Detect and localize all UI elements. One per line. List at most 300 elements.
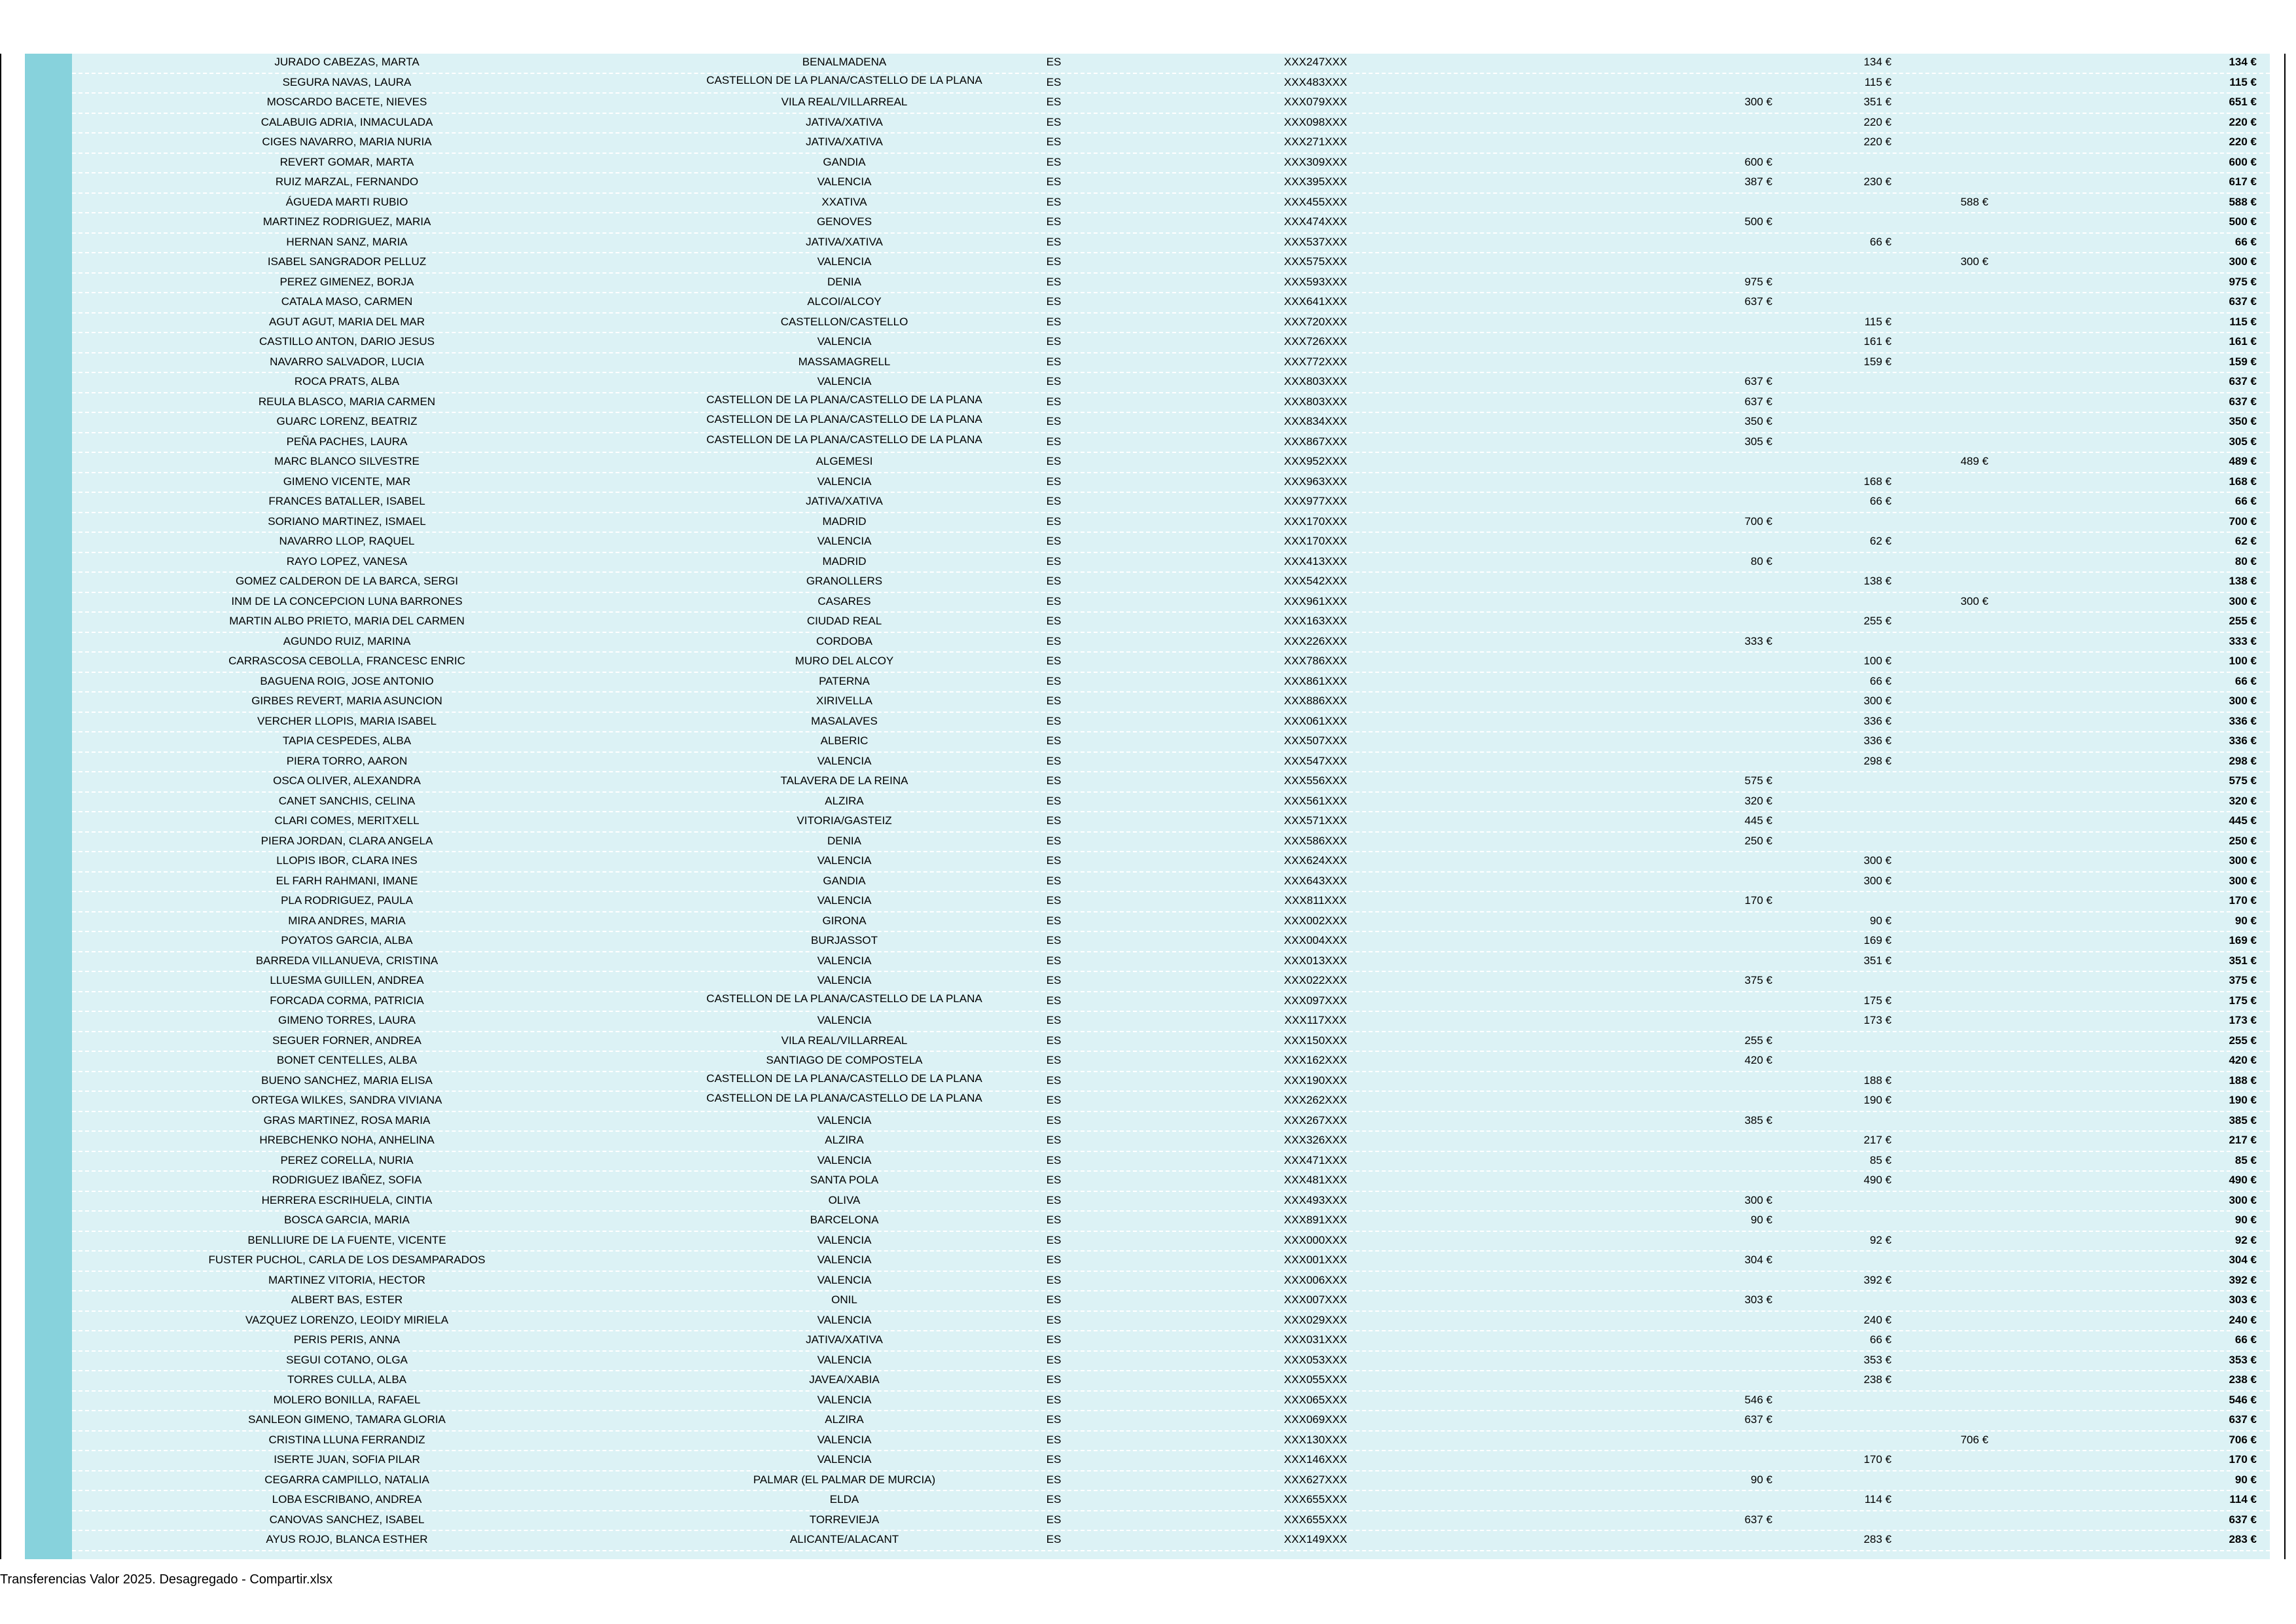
cell-name: NAVARRO SALVADOR, LUCIA — [270, 355, 424, 368]
cell-name: MARTIN ALBO PRIETO, MARIA DEL CARMEN — [229, 615, 465, 627]
cell-total: 159 € — [2229, 355, 2257, 368]
cell-amount-3 — [1892, 1152, 1988, 1170]
cell-amount-1: 385 € — [1744, 1113, 1772, 1127]
cell-amount-3 — [1892, 74, 1988, 92]
cell-amount-3 — [1892, 413, 1988, 431]
cell-name: OSCA OLIVER, ALEXANDRA — [273, 774, 421, 787]
cell-city: ALZIRA — [825, 794, 864, 807]
cell-country: ES — [1046, 535, 1062, 547]
cell-country: ES — [1046, 1014, 1062, 1026]
cell-account: XXX556XXX — [1283, 774, 1348, 787]
cell-amount-1: 637 € — [1744, 1513, 1772, 1526]
cell-name: GIRBES REVERT, MARIA ASUNCION — [251, 695, 442, 707]
cell-account: XXX586XXX — [1283, 834, 1348, 847]
cell-account: XXX481XXX — [1283, 1174, 1348, 1186]
cell-country: ES — [1046, 455, 1062, 467]
table-row — [72, 693, 2270, 713]
cell-country: ES — [1046, 615, 1062, 627]
cell-amount-3 — [1892, 134, 1988, 152]
cell-amount-2: 134 € — [1863, 56, 1892, 68]
cell-city: MURO DEL ALCOY — [795, 655, 894, 667]
cell-name: CRISTINA LLUNA FERRANDIZ — [268, 1433, 425, 1446]
cell-account: XXX055XXX — [1283, 1373, 1348, 1386]
cell-amount-1: 305 € — [1744, 435, 1772, 448]
cell-amount-2: 168 € — [1863, 475, 1892, 488]
cell-name: REVERT GOMAR, MARTA — [279, 155, 414, 168]
cell-city: VALENCIA — [817, 1353, 872, 1366]
cell-total: 336 € — [2229, 714, 2257, 727]
table-row — [72, 772, 2270, 793]
cell-account: XXX867XXX — [1283, 435, 1348, 448]
cell-account: XXX031XXX — [1283, 1333, 1348, 1346]
cell-name: ALBERT BAS, ESTER — [291, 1293, 403, 1306]
cell-amount-2 — [1774, 393, 1892, 412]
cell-amount-2 — [1774, 1471, 1892, 1490]
cell-name: LLUESMA GUILLEN, ANDREA — [270, 974, 424, 986]
cell-name: PEREZ GIMENEZ, BORJA — [279, 275, 414, 288]
cell-city: CASTELLON DE LA PLANA/CASTELLO DE LA PLANA — [706, 1072, 982, 1085]
cell-amount-1 — [1610, 493, 1772, 511]
cell-amount-2: 336 € — [1863, 714, 1892, 727]
cell-amount-3 — [1892, 293, 1988, 312]
cell-amount-2: 138 € — [1863, 575, 1892, 587]
cell-amount-1 — [1610, 1172, 1772, 1190]
cell-city: DENIA — [827, 275, 861, 288]
cell-account: XXX561XXX — [1283, 794, 1348, 807]
cell-total: 114 € — [2229, 1493, 2257, 1506]
cell-name: CLARI COMES, MERITXELL — [274, 814, 420, 827]
cell-country: ES — [1046, 594, 1062, 607]
cell-amount-1: 375 € — [1744, 974, 1772, 986]
table-row — [72, 1352, 2270, 1372]
table-row — [72, 1451, 2270, 1471]
cell-amount-1 — [1610, 1451, 1772, 1470]
cell-amount-2 — [1774, 772, 1892, 791]
cell-amount-2: 115 € — [1864, 315, 1892, 328]
cell-amount-3 — [1892, 1272, 1988, 1290]
cell-name: BUENO SANCHEZ, MARIA ELISA — [261, 1074, 433, 1087]
cell-city: SANTA POLA — [810, 1174, 879, 1186]
cell-name: BARREDA VILLANUEVA, CRISTINA — [255, 954, 439, 967]
cell-country: ES — [1046, 1313, 1062, 1326]
cell-account: XXX772XXX — [1283, 355, 1348, 368]
cell-amount-1 — [1610, 593, 1772, 611]
cell-country: ES — [1046, 934, 1062, 947]
cell-amount-1: 637 € — [1744, 1413, 1772, 1426]
cell-country: ES — [1046, 1373, 1062, 1386]
cell-city: VALENCIA — [817, 335, 872, 348]
cell-city: MADRID — [822, 514, 867, 528]
cell-account: XXX547XXX — [1283, 754, 1348, 767]
cell-amount-1 — [1610, 234, 1772, 252]
cell-amount-3: 588 € — [1960, 195, 1988, 208]
table-row — [72, 1511, 2270, 1532]
table-row — [72, 1012, 2270, 1032]
cell-country: ES — [1046, 714, 1062, 727]
cell-amount-1: 445 € — [1744, 814, 1772, 827]
cell-account: XXX006XXX — [1283, 1273, 1348, 1286]
cell-amount-3 — [1892, 1451, 1988, 1470]
cell-amount-2: 90 € — [1869, 914, 1892, 927]
cell-amount-3 — [1892, 1291, 1988, 1310]
cell-amount-1 — [1610, 333, 1772, 352]
cell-country: ES — [1046, 874, 1062, 887]
cell-amount-3 — [1892, 314, 1988, 332]
cell-amount-3 — [1892, 1092, 1988, 1110]
cell-account: XXX326XXX — [1283, 1134, 1348, 1146]
cell-city: VALENCIA — [817, 1453, 872, 1466]
cell-name: MARTINEZ VITORIA, HECTOR — [268, 1273, 425, 1286]
cell-country: ES — [1046, 1353, 1062, 1366]
cell-amount-3 — [1892, 473, 1988, 492]
cell-city: GANDIA — [823, 155, 866, 168]
cell-total: 392 € — [2229, 1273, 2257, 1286]
cell-amount-3 — [1892, 1052, 1988, 1070]
cell-amount-2: 392 € — [1863, 1273, 1892, 1286]
cell-amount-3 — [1892, 833, 1988, 851]
cell-name: ROCA PRATS, ALBA — [294, 375, 400, 388]
cell-country: ES — [1046, 834, 1062, 847]
cell-name: FORCADA CORMA, PATRICIA — [270, 994, 424, 1007]
cell-total: 303 € — [2229, 1293, 2257, 1306]
cell-amount-3 — [1892, 54, 1988, 72]
table-row — [72, 1432, 2270, 1452]
cell-total: 546 € — [2229, 1393, 2257, 1406]
table-row — [72, 1371, 2270, 1392]
cell-total: 238 € — [2229, 1373, 2257, 1386]
cell-total: 173 € — [2229, 1014, 2257, 1026]
cell-total: 490 € — [2229, 1174, 2257, 1186]
cell-total: 350 € — [2229, 415, 2257, 427]
cell-country: ES — [1046, 375, 1062, 388]
cell-total: 115 € — [2229, 75, 2257, 88]
cell-city: ONIL — [831, 1293, 857, 1306]
cell-city: ALCOI/ALCOY — [807, 295, 882, 308]
cell-total: 168 € — [2229, 475, 2257, 488]
cell-city: TALAVERA DE LA REINA — [780, 774, 908, 787]
table-row — [72, 613, 2270, 633]
cell-account: XXX053XXX — [1283, 1353, 1348, 1366]
cell-name: BAGUENA ROIG, JOSE ANTONIO — [260, 674, 434, 687]
cell-amount-3 — [1892, 553, 1988, 571]
cell-country: ES — [1046, 275, 1062, 288]
cell-amount-3 — [1892, 1212, 1988, 1230]
cell-name: ÁGUEDA MARTI RUBIO — [285, 195, 408, 208]
cell-country: ES — [1046, 1493, 1062, 1506]
cell-amount-3 — [1892, 114, 1988, 132]
cell-city: XXATIVA — [821, 195, 867, 208]
cell-name: ORTEGA WILKES, SANDRA VIVIANA — [251, 1094, 442, 1106]
cell-city: VALENCIA — [817, 175, 872, 188]
cell-amount-2 — [1774, 593, 1892, 611]
cell-amount-2 — [1774, 812, 1892, 831]
cell-total: 637 € — [2229, 1413, 2257, 1426]
table-row — [72, 94, 2270, 114]
cell-account: XXX786XXX — [1283, 655, 1348, 667]
cell-amount-2: 188 € — [1863, 1074, 1892, 1087]
cell-total: 66 € — [2234, 674, 2257, 687]
cell-amount-3 — [1892, 94, 1988, 112]
cell-amount-2: 300 € — [1863, 695, 1892, 707]
table-row — [72, 74, 2270, 94]
cell-country: ES — [1046, 794, 1062, 807]
table-row — [72, 1392, 2270, 1412]
cell-country: ES — [1046, 1513, 1062, 1526]
cell-amount-3: 300 € — [1960, 594, 1988, 607]
cell-city: GIRONA — [822, 914, 867, 927]
cell-amount-2: 283 € — [1863, 1533, 1892, 1545]
table-row — [72, 314, 2270, 334]
cell-account: XXX643XXX — [1283, 874, 1348, 887]
cell-total: 336 € — [2229, 734, 2257, 747]
cell-amount-3 — [1892, 852, 1988, 871]
cell-total: 188 € — [2229, 1074, 2257, 1087]
table-row — [72, 253, 2270, 274]
cell-country: ES — [1046, 395, 1062, 408]
cell-account: XXX150XXX — [1283, 1034, 1348, 1047]
cell-amount-1 — [1610, 1072, 1772, 1091]
cell-amount-2 — [1774, 194, 1892, 212]
cell-amount-2 — [1774, 274, 1892, 292]
cell-amount-1 — [1610, 653, 1772, 671]
cell-account: XXX170XXX — [1283, 535, 1348, 547]
cell-country: ES — [1046, 1094, 1062, 1106]
cell-name: BOSCA GARCIA, MARIA — [284, 1214, 410, 1226]
cell-amount-2 — [1774, 1392, 1892, 1410]
cell-country: ES — [1046, 1034, 1062, 1047]
cell-amount-1: 300 € — [1744, 96, 1772, 108]
cell-amount-3 — [1892, 393, 1988, 412]
cell-country: ES — [1046, 1413, 1062, 1426]
data-table — [72, 54, 2270, 1559]
cell-total: 375 € — [2229, 974, 2257, 986]
cell-account: XXX061XXX — [1283, 714, 1348, 727]
cell-city: ALBERIC — [820, 734, 869, 747]
spreadsheet-page — [0, 54, 2296, 1559]
cell-country: ES — [1046, 1054, 1062, 1066]
cell-amount-1 — [1610, 1152, 1772, 1170]
cell-amount-3 — [1892, 1511, 1988, 1530]
cell-amount-3 — [1892, 154, 1988, 172]
cell-amount-3 — [1892, 573, 1988, 591]
cell-account: XXX493XXX — [1283, 1193, 1348, 1206]
cell-amount-2: 220 € — [1863, 135, 1892, 148]
cell-city: VALENCIA — [817, 1233, 872, 1246]
cell-amount-2 — [1774, 833, 1892, 851]
cell-amount-1 — [1610, 912, 1772, 931]
cell-amount-1 — [1610, 732, 1772, 751]
cell-account: XXX571XXX — [1283, 814, 1348, 827]
cell-amount-2 — [1774, 1291, 1892, 1310]
cell-total: 217 € — [2229, 1134, 2257, 1146]
table-row — [72, 833, 2270, 853]
cell-amount-3 — [1892, 952, 1988, 971]
cell-amount-3 — [1892, 1112, 1988, 1130]
cell-account: XXX146XXX — [1283, 1453, 1348, 1466]
cell-amount-3 — [1892, 873, 1988, 891]
cell-amount-3 — [1892, 693, 1988, 711]
cell-country: ES — [1046, 355, 1062, 368]
cell-amount-2 — [1774, 633, 1892, 651]
cell-account: XXX130XXX — [1283, 1433, 1348, 1446]
cell-country: ES — [1046, 96, 1062, 108]
cell-city: VALENCIA — [817, 974, 872, 986]
cell-total: 138 € — [2229, 575, 2257, 587]
table-row — [72, 234, 2270, 254]
cell-country: ES — [1046, 335, 1062, 348]
cell-city: MASALAVES — [811, 714, 878, 727]
cell-total: 651 € — [2229, 96, 2257, 108]
cell-amount-3 — [1892, 1132, 1988, 1150]
cell-city: CORDOBA — [816, 634, 872, 647]
cell-account: XXX097XXX — [1283, 994, 1348, 1007]
cell-name: CANET SANCHIS, CELINA — [278, 794, 416, 807]
cell-amount-3 — [1892, 533, 1988, 551]
cell-amount-1 — [1610, 194, 1772, 212]
cell-country: ES — [1046, 1273, 1062, 1286]
table-row — [72, 952, 2270, 973]
table-row — [72, 1411, 2270, 1432]
cell-amount-1: 575 € — [1744, 774, 1772, 787]
cell-country: ES — [1046, 215, 1062, 228]
cell-country: ES — [1046, 75, 1062, 88]
cell-name: CANOVAS SANCHEZ, ISABEL — [269, 1513, 425, 1526]
table-row — [72, 513, 2270, 533]
cell-account: XXX395XXX — [1283, 175, 1348, 188]
cell-total: 80 € — [2234, 554, 2257, 568]
cell-amount-3 — [1892, 673, 1988, 691]
cell-amount-2 — [1774, 513, 1892, 532]
cell-amount-1: 637 € — [1744, 375, 1772, 388]
table-row — [72, 293, 2270, 314]
table-row — [72, 1112, 2270, 1132]
cell-name: LOBA ESCRIBANO, ANDREA — [272, 1493, 422, 1506]
cell-total: 300 € — [2229, 874, 2257, 887]
cell-city: GANDIA — [823, 874, 866, 887]
cell-amount-3 — [1892, 1411, 1988, 1430]
cell-amount-2: 490 € — [1863, 1174, 1892, 1186]
cell-city: JATIVA/XATIVA — [806, 1333, 883, 1346]
cell-account: XXX190XXX — [1283, 1074, 1348, 1087]
cell-amount-2: 66 € — [1869, 674, 1892, 687]
cell-city: CASTELLON DE LA PLANA/CASTELLO DE LA PLANA — [706, 73, 982, 86]
cell-account: XXX861XXX — [1283, 674, 1348, 687]
table-row — [72, 54, 2270, 74]
cell-amount-2: 161 € — [1863, 335, 1892, 348]
cell-country: ES — [1046, 734, 1062, 747]
cell-amount-3 — [1892, 513, 1988, 532]
cell-city: VALENCIA — [817, 1313, 872, 1326]
cell-city: VALENCIA — [817, 375, 872, 388]
cell-name: EL FARH RAHMANI, IMANE — [276, 874, 418, 887]
table-row — [72, 812, 2270, 833]
cell-city: VALENCIA — [817, 854, 872, 867]
cell-name: FUSTER PUCHOL, CARLA DE LOS DESAMPARADOS — [208, 1254, 486, 1266]
cell-account: XXX117XXX — [1284, 1014, 1347, 1026]
cell-total: 333 € — [2229, 634, 2257, 647]
cell-amount-1 — [1610, 134, 1772, 152]
cell-total: 300 € — [2229, 1193, 2257, 1206]
cell-amount-2 — [1774, 1511, 1892, 1530]
table-row — [72, 114, 2270, 134]
cell-name: SORIANO MARTINEZ, ISMAEL — [268, 514, 426, 528]
cell-city: CASTELLON DE LA PLANA/CASTELLO DE LA PLANA — [706, 413, 982, 425]
cell-city: CASTELLON/CASTELLO — [780, 315, 908, 328]
cell-name: CARRASCOSA CEBOLLA, FRANCESC ENRIC — [228, 655, 465, 667]
cell-amount-1: 170 € — [1744, 894, 1772, 907]
cell-total: 92 € — [2234, 1233, 2257, 1246]
cell-name: POYATOS GARCIA, ALBA — [281, 934, 413, 947]
cell-total: 575 € — [2229, 774, 2257, 787]
cell-amount-2 — [1774, 253, 1892, 272]
cell-city: ALZIRA — [825, 1134, 864, 1146]
cell-city: TORREVIEJA — [809, 1513, 880, 1526]
cell-name: PIERA TORRO, AARON — [286, 754, 408, 767]
cell-name: PEÑA PACHES, LAURA — [286, 435, 408, 448]
cell-amount-1: 320 € — [1744, 794, 1772, 807]
cell-country: ES — [1046, 1293, 1062, 1306]
cell-amount-2: 66 € — [1869, 235, 1892, 248]
cell-total: 170 € — [2229, 1453, 2257, 1466]
cell-country: ES — [1046, 814, 1062, 827]
cell-total: 66 € — [2234, 235, 2257, 248]
cell-city: JAVEA/XABIA — [809, 1373, 880, 1386]
right-border-line — [2284, 54, 2286, 1559]
cell-name: INM DE LA CONCEPCION LUNA BARRONES — [231, 594, 463, 607]
cell-amount-2 — [1774, 1432, 1892, 1450]
cell-amount-3 — [1892, 1172, 1988, 1190]
cell-amount-3 — [1892, 353, 1988, 372]
cell-name: AYUS ROJO, BLANCA ESTHER — [266, 1533, 428, 1545]
cell-country: ES — [1046, 175, 1062, 188]
cell-city: PATERNA — [819, 674, 870, 687]
cell-amount-3: 300 € — [1960, 255, 1988, 268]
cell-amount-1: 304 € — [1744, 1254, 1772, 1266]
cell-amount-3 — [1892, 613, 1988, 631]
cell-total: 637 € — [2229, 375, 2257, 388]
cell-total: 305 € — [2229, 435, 2257, 448]
footer-filename: Transferencias Valor 2025. Desagregado - Compartir.xlsx — [0, 1572, 333, 1587]
cell-amount-1 — [1610, 713, 1772, 731]
cell-country: ES — [1046, 435, 1062, 448]
cell-amount-2: 351 € — [1863, 954, 1892, 967]
cell-amount-3 — [1892, 1331, 1988, 1350]
cell-amount-2 — [1774, 213, 1892, 232]
cell-amount-1 — [1610, 54, 1772, 72]
cell-name: AGUT AGUT, MARIA DEL MAR — [268, 315, 425, 328]
cell-country: ES — [1046, 754, 1062, 767]
cell-account: XXX834XXX — [1283, 415, 1348, 427]
cell-amount-3: 706 € — [1960, 1433, 1988, 1446]
cell-account: XXX163XXX — [1283, 615, 1348, 627]
cell-country: ES — [1046, 514, 1062, 528]
cell-total: 115 € — [2229, 315, 2257, 328]
cell-total: 588 € — [2229, 195, 2257, 208]
cell-amount-2: 62 € — [1869, 535, 1892, 547]
cell-country: ES — [1046, 914, 1062, 927]
table-row — [72, 1491, 2270, 1511]
cell-amount-3 — [1892, 793, 1988, 811]
cell-amount-3 — [1892, 1032, 1988, 1051]
cell-total: 220 € — [2229, 115, 2257, 128]
cell-name: MARTINEZ RODRIGUEZ, MARIA — [262, 215, 431, 228]
table-row — [72, 573, 2270, 593]
cell-amount-2 — [1774, 793, 1892, 811]
cell-name: MOSCARDO BACETE, NIEVES — [266, 96, 427, 108]
table-row — [72, 732, 2270, 753]
cell-total: 600 € — [2229, 155, 2257, 168]
table-row — [72, 1072, 2270, 1092]
